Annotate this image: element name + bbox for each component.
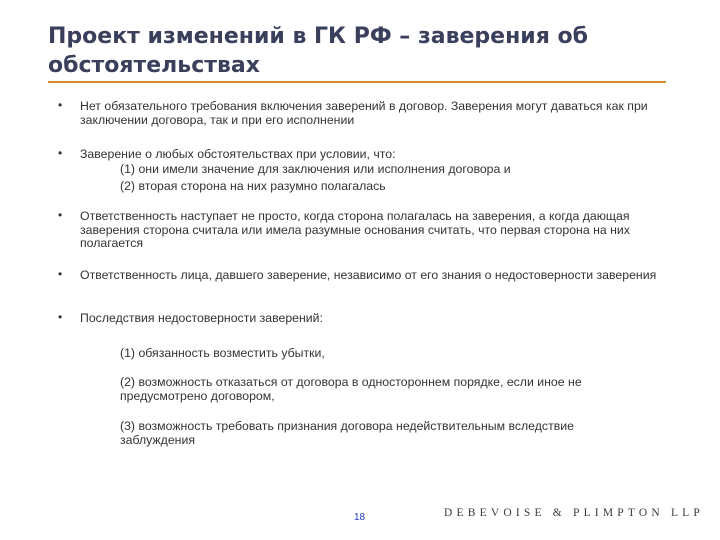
- bullet-text: Заверение о любых обстоятельствах при условии, что:: [80, 147, 396, 161]
- bullet-dot-icon: •: [58, 267, 63, 281]
- bullet-text: Ответственность лица, давшего заверение, независимо от его знания о недостоверности заверения: [80, 268, 657, 282]
- bullet-dot-icon: •: [58, 310, 63, 324]
- sub-item: (2) возможность отказаться от договора в одностороннем порядке, если иное не предусмотрено договором,: [120, 375, 582, 403]
- bullet-dot-icon: •: [58, 98, 63, 112]
- bullet-text: Последствия недостоверности заверений:: [80, 311, 323, 325]
- sub-item: (1) обязанность возместить убытки,: [120, 346, 325, 360]
- bullet-dot-icon: •: [58, 208, 63, 222]
- brand-logo: DEBEVOISE & PLIMPTON LLP: [444, 507, 704, 519]
- bullet-dot-icon: •: [58, 146, 63, 160]
- slide-title: Проект изменений в ГК РФ – заверения об обстоятельствах: [48, 24, 588, 78]
- bullet-text: Нет обязательного требования включения заверений в договор. Заверения могут даваться как при заключении договора, так и при его исполнении: [80, 99, 648, 127]
- bullet-text: Ответственность наступает не просто, когда сторона полагалась на заверения, а когда дающая заверения сторона считала или имела разумные основания считать, что первая сторона на них полагается: [80, 209, 630, 250]
- sub-item: (3) возможность требовать признания договора недействительным вследствие заблуждения: [120, 419, 574, 447]
- sub-item: (1) они имели значение для заключения или исполнения договора и: [120, 162, 511, 176]
- sub-item: (2) вторая сторона на них разумно полагалась: [120, 179, 386, 193]
- page-number: 18: [354, 512, 366, 523]
